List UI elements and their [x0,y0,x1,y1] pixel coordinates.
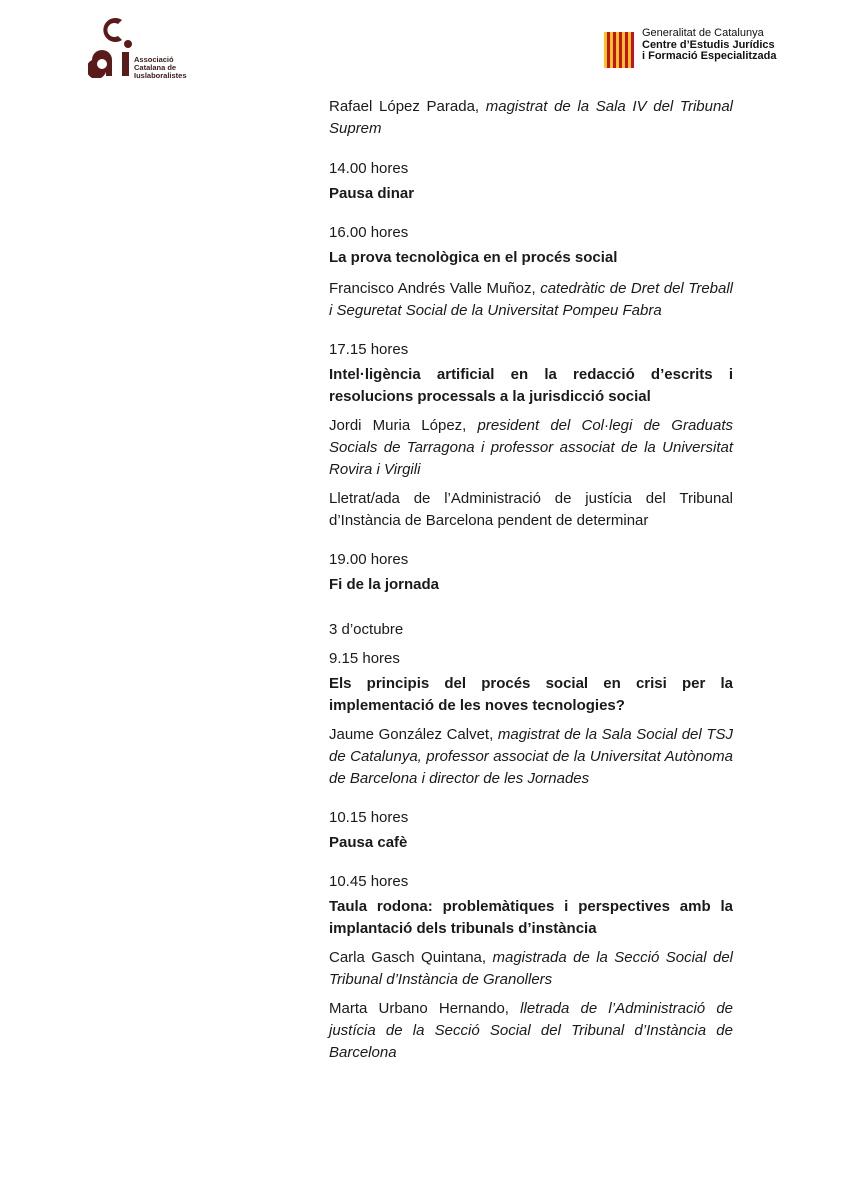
speaker-role: catedràtic de Dret del Treball i Seguretat Social de la Universitat Pompeu Fabra [329,280,734,319]
session-title: Taula rodona: problemàtiques i perspectives amb la implantació dels tribunals d’instància [329,898,733,937]
day-date: 3 d’octubre [329,621,404,638]
speaker-role: president del Col·legi de Graduats Socials de Tarragona i professor associat de la Universitat Rovira i Virgili [329,417,733,478]
speaker-name: Marta Urbano Hernando, [329,1000,509,1017]
session-time: 17.15 hores [329,341,409,358]
speaker [329,998,733,1064]
program-content [329,96,733,1064]
session-time: 16.00 hores [329,224,409,241]
speaker-role: lletrada de l’Administració de justícia de la Secció Social del Tribunal d’Instància de Barcelona [329,1000,733,1061]
association-line2: Catalana de [134,63,177,72]
gov-line1: Generalitat de Catalunya [642,27,764,39]
senyera-flag-icon [604,32,634,68]
gov-line3: i Formació Especialitzada [642,50,777,62]
session-title: Pausa dinar [329,185,415,202]
session-title: La prova tecnològica en el procés social [329,249,618,266]
session-time: 19.00 hores [329,551,409,568]
session-title: Pausa cafè [329,834,408,851]
speaker-role: magistrada de la Secció Social del Tribunal d’Instància de Granollers [329,949,734,988]
speaker-role: magistrat de la Sala Social del TSJ de Catalunya, professor associat de la Universitat Autònoma de Barcelona i director de les Jornades [329,726,733,787]
speaker-name: Jaume González Calvet, [329,726,494,743]
generalitat-logo [604,28,824,72]
session-time: 9.15 hores [329,650,400,667]
speaker: Lletrat/ada de l’Administració de justícia del Tribunal d’Instància de Barcelona pendent de determinar [329,490,733,529]
speaker-role: magistrat de la Sala IV del Tribunal Suprem [329,98,733,137]
speaker-name: Rafael López Parada, [329,98,480,115]
session-title: Intel·ligència artificial en la redacció d’escrits i resolucions processals a la jurisdicció social [329,366,733,405]
speaker-top [329,96,733,140]
speaker-name: Francisco Andrés Valle Muñoz, [329,280,536,297]
speaker-name: Jordi Muria López, [329,417,467,434]
speaker [329,278,733,322]
session-time: 10.45 hores [329,873,409,890]
session-title: Fi de la jornada [329,576,440,593]
session-time: 10.15 hores [329,809,409,826]
session-title: Els principis del procés social en crisi per la implementació de les noves tecnologies? [329,675,733,714]
session-time: 14.00 hores [329,160,409,177]
cai-logo-icon [88,14,136,78]
speaker [329,947,733,991]
association-line3: Iuslaboralistes [134,71,187,80]
association-logo [88,14,198,80]
speaker [329,724,733,790]
association-name [134,56,204,80]
gov-line2: Centre d’Estudis Jurídics [642,38,775,51]
speaker-name: Carla Gasch Quintana, [329,949,487,966]
speaker [329,415,733,481]
association-line1: Associació [134,55,174,64]
generalitat-text [642,28,777,63]
